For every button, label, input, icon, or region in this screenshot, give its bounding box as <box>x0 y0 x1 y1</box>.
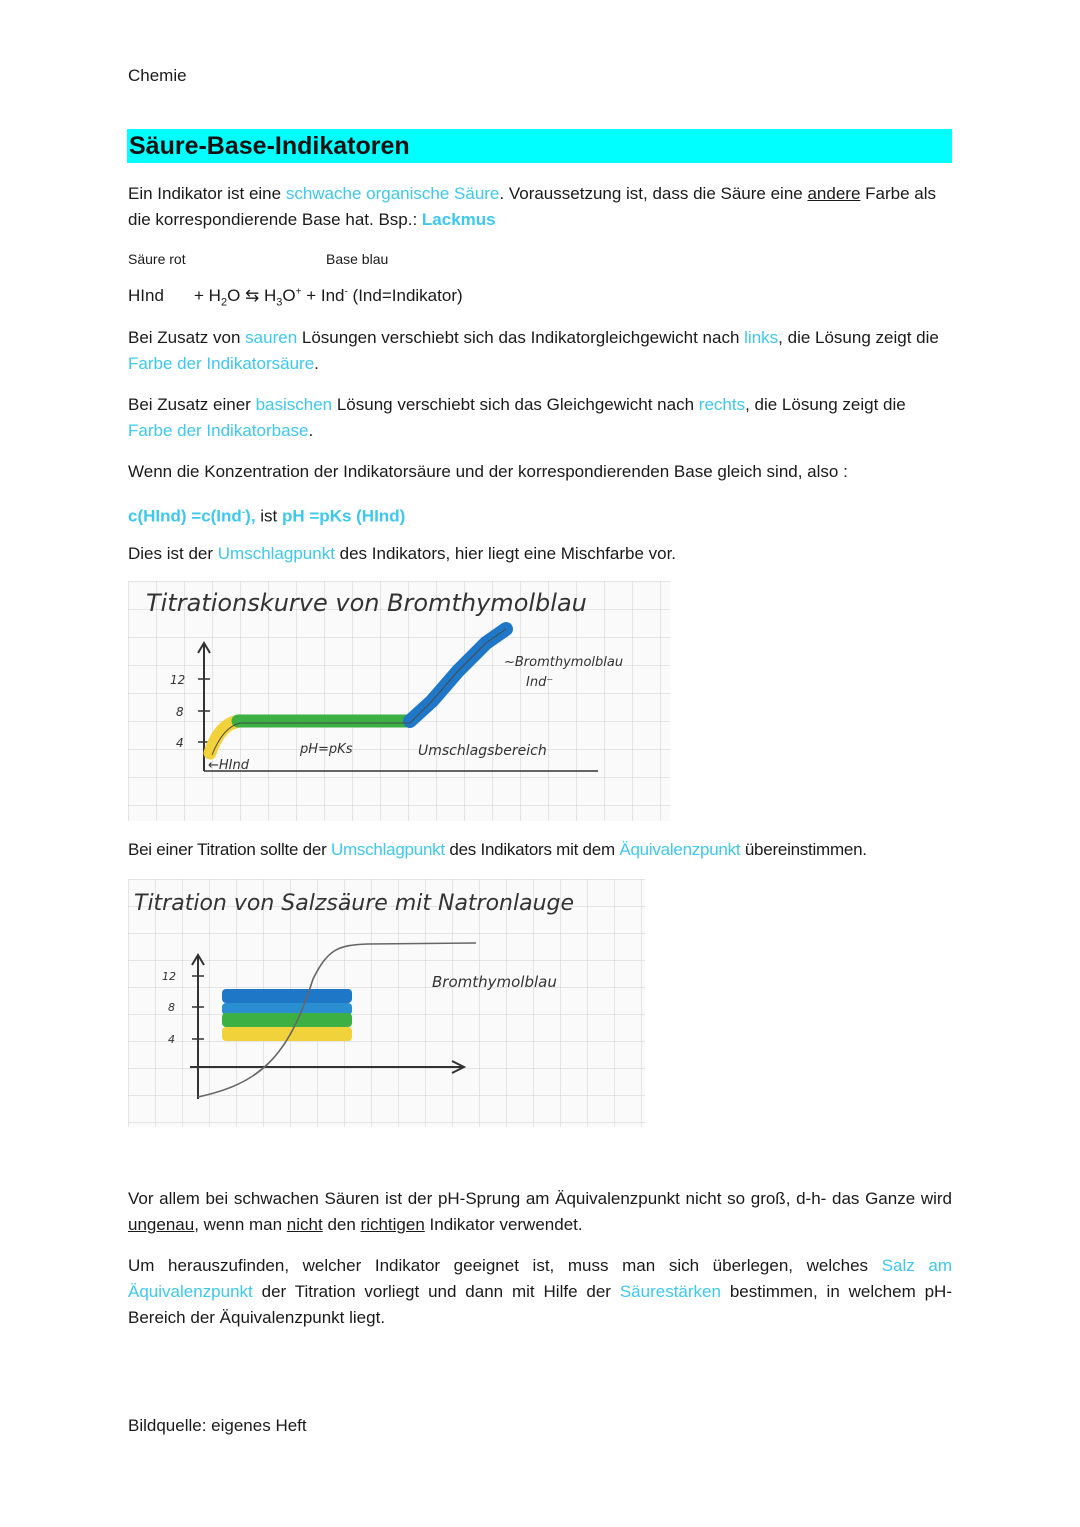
weak-underline-ungenau: ungenau <box>128 1215 195 1234</box>
fig1-label-range: Umschlagsbereich <box>418 743 547 759</box>
formula-line <box>128 500 952 530</box>
base-text-4: . <box>308 421 314 440</box>
fig2-grid <box>128 879 645 1127</box>
base-paragraph <box>128 392 952 444</box>
fig2-label-bromthymolblau: Bromthymolblau <box>432 973 557 991</box>
eq-part-2: O ⇆ H <box>227 286 277 305</box>
weak-underline-richtigen: richtigen <box>360 1215 425 1234</box>
intro-text-3: Farbe als die korrespondierende Base hat. Bsp.: <box>128 184 936 229</box>
fig2-tick-label-8: 8 <box>168 1001 175 1014</box>
acid-highlight-color: Farbe der Indikatorsäure <box>128 354 315 373</box>
titration-text-1: Bei einer Titration sollte der <box>128 840 331 859</box>
base-text-1: Bei Zusatz einer <box>128 395 256 414</box>
fig2-band-green <box>222 1013 352 1027</box>
base-text-2: Lösung verschiebt sich das Gleichgewicht nach <box>332 395 699 414</box>
fig1-title: Titrationskurve von Bromthymolblau <box>146 589 587 617</box>
find-text-3: bestimmen, in welchem pH-Bereich der Äquivalenzpunkt liegt. <box>128 1282 952 1327</box>
base-text-3: , die Lösung zeigt die <box>745 395 906 414</box>
intro-underline-andere: andere <box>807 184 861 203</box>
fig2-title: Titration von Salzsäure mit Natronlauge <box>134 891 575 916</box>
eq-sup-minus: - <box>344 286 348 298</box>
fig1-grid <box>128 581 670 821</box>
umschlag-text-2: des Indikators, hier liegt eine Mischfarbe vor. <box>334 544 677 563</box>
formula-part-2: ), <box>245 506 256 526</box>
fig2-tick-label-12: 12 <box>162 970 176 983</box>
intro-paragraph <box>128 181 952 233</box>
eq-sub-2: 3 <box>276 296 283 309</box>
weak-text-1: Vor allem bei schwachen Säuren ist der pH-Sprung am Äquivalenzpunkt nicht so groß, d-h- das Ganze wird <box>128 1189 952 1208</box>
formula-sup: - <box>241 507 246 518</box>
intro-text-2: . Voraussetzung ist, dass die Säure eine <box>499 184 808 203</box>
eq-part-3: O <box>282 286 296 305</box>
figure-hcl-naoh <box>128 879 645 1127</box>
titration-text-2: des Indikators mit dem <box>444 840 620 859</box>
equation-hind: HInd <box>128 286 164 305</box>
acid-paragraph <box>128 325 952 377</box>
fig2-tick-label-4: 4 <box>168 1033 175 1046</box>
acid-highlight-links: links <box>744 328 779 347</box>
eq-sub-1: 2 <box>220 296 228 309</box>
subject-header: Chemie <box>128 66 187 85</box>
weak-underline-nicht: nicht <box>286 1215 323 1234</box>
intro-highlight-lackmus: Lackmus <box>421 210 496 229</box>
equation <box>194 286 463 308</box>
find-highlight-salt: Salz am Äquivalenzpunkt <box>128 1256 952 1301</box>
acid-text-2: Lösungen verschiebt sich das Indikatorgleichgewicht nach <box>297 328 745 347</box>
concentration-paragraph: Wenn die Konzentration der Indikatorsäure und der korrespondierenden Base gleich sind, also : <box>128 462 848 481</box>
eq-sup-plus: + <box>295 286 302 298</box>
page-title: Säure-Base-Indikatoren <box>129 132 410 160</box>
weak-text-4: Indikator verwendet. <box>424 1215 583 1234</box>
eq-part-1: + H <box>194 286 221 305</box>
titration-paragraph <box>128 837 952 863</box>
titration-highlight-umschlagpunkt: Umschlagpunkt <box>330 840 445 859</box>
fig2-band-blue <box>222 989 352 1003</box>
acid-text-3: , die Lösung zeigt die <box>778 328 939 347</box>
formula-text: ist <box>255 506 282 526</box>
image-source: Bildquelle: eigenes Heft <box>128 1416 307 1435</box>
umschlag-text-1: Dies ist der <box>128 544 218 563</box>
formula-ph: pH =pKs (HInd) <box>282 506 406 526</box>
figure-titration-curve <box>128 581 670 821</box>
find-highlight-saeurestaerken: Säurestärken <box>619 1282 721 1301</box>
fig1-label-ph: pH=pKs <box>300 742 353 757</box>
eq-part-5: (Ind=Indikator) <box>347 286 463 305</box>
weak-text-2: , wenn man <box>194 1215 287 1234</box>
label-acid: Säure rot <box>128 251 186 267</box>
eq-part-4: + Ind <box>301 286 345 305</box>
title-bar <box>127 129 952 163</box>
fig1-tick-label-4: 4 <box>176 736 184 750</box>
formula-part-1: c(HInd) =c(Ind <box>128 506 242 526</box>
fig1-label-ind: Ind⁻ <box>526 675 554 690</box>
find-text-2: der Titration vorliegt und dann mit Hilfe der <box>252 1282 620 1301</box>
find-text-1: Um herauszufinden, welcher Indikator geeignet ist, muss man sich überlegen, welches <box>128 1256 882 1275</box>
fig1-tick-label-12: 12 <box>170 673 186 687</box>
titration-highlight-aequivalenzpunkt: Äquivalenzpunkt <box>619 840 741 859</box>
titration-text-3: übereinstimmen. <box>740 840 867 859</box>
intro-text-1: Ein Indikator ist eine <box>128 184 286 203</box>
base-highlight-rechts: rechts <box>698 395 746 414</box>
label-base: Base blau <box>326 251 389 267</box>
fig1-label-hind: ←HInd <box>208 758 249 773</box>
umschlag-highlight: Umschlagpunkt <box>217 544 335 563</box>
base-highlight-basischen: basischen <box>255 395 333 414</box>
weak-acid-paragraph <box>128 1186 952 1238</box>
base-highlight-color: Farbe der Indikatorbase <box>128 421 309 440</box>
fig1-label-bromthymolblau: ~Bromthymolblau <box>504 655 624 670</box>
fig1-tick-label-8: 8 <box>176 705 184 719</box>
acid-text-4: . <box>314 354 319 373</box>
weak-text-3: den <box>322 1215 361 1234</box>
acid-highlight-sauren: sauren <box>245 328 298 347</box>
intro-highlight-weak-acid: schwache organische Säure <box>285 184 500 203</box>
acid-text-1: Bei Zusatz von <box>128 328 246 347</box>
umschlag-paragraph <box>128 541 952 567</box>
find-indicator-paragraph <box>128 1253 952 1331</box>
